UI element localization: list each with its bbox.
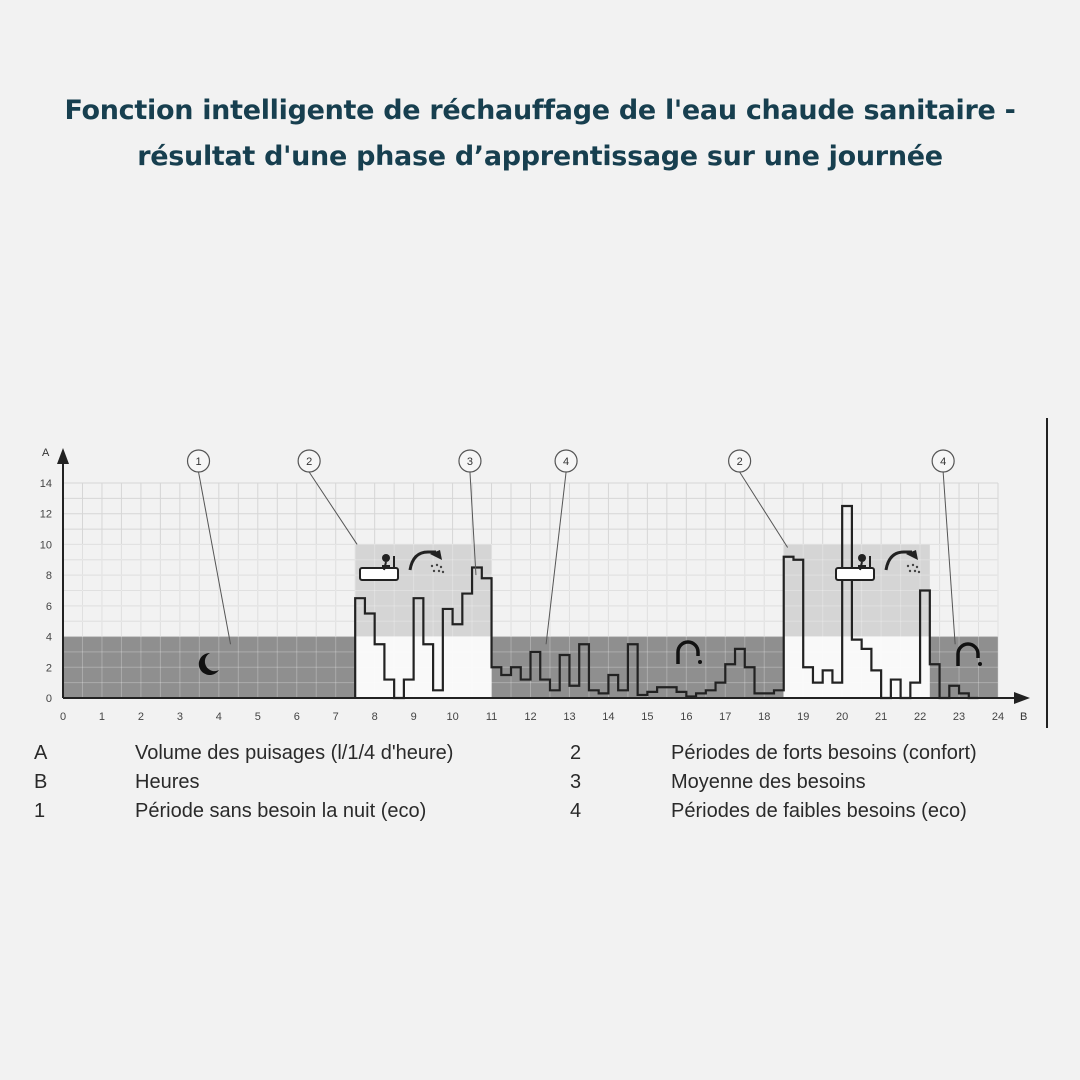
shower-drop: [436, 564, 438, 566]
legend-text: Périodes de faibles besoins (eco): [671, 800, 967, 822]
shower-drop: [907, 565, 909, 567]
legend: [0, 742, 1080, 842]
x-tick-label: 22: [913, 711, 927, 723]
bath-person-head: [382, 554, 390, 562]
x-tick-label: 20: [836, 711, 849, 723]
callout-label: 4: [940, 456, 947, 468]
legend-text: Volume des puisages (l/1/4 d'heure): [135, 742, 454, 764]
legend-text: Heures: [135, 771, 200, 793]
callout-label: 3: [466, 456, 474, 468]
callout-label: 4: [563, 456, 570, 468]
x-axis-arrow-icon: [1014, 692, 1030, 704]
faucet-drop: [698, 660, 702, 664]
x-tick-label: 24: [991, 711, 1005, 723]
callout-leader: [546, 472, 566, 644]
callout-leader: [199, 472, 231, 644]
x-tick-label: 23: [952, 711, 966, 723]
callout-label: 2: [306, 456, 313, 468]
faucet-drop: [978, 662, 982, 666]
x-tick-label: 0: [59, 711, 67, 723]
legend-text: Périodes de forts besoins (confort): [671, 742, 977, 764]
x-tick-label: 17: [719, 711, 732, 723]
legend-text: Période sans besoin la nuit (eco): [135, 800, 427, 822]
y-tick-label: 12: [39, 508, 52, 521]
shower-drop: [433, 570, 435, 572]
legend-key: 2: [570, 742, 582, 764]
shower-drop: [440, 566, 442, 568]
x-tick-label: 11: [485, 711, 498, 723]
shower-drop: [914, 570, 916, 572]
shower-drop: [431, 565, 433, 567]
x-tick-label: 7: [332, 711, 339, 723]
x-tick-label: 5: [254, 711, 261, 723]
x-tick-label: 16: [680, 711, 693, 723]
x-tick-label: 2: [137, 711, 144, 723]
y-tick-label: 14: [39, 478, 52, 490]
x-tick-label: 12: [524, 711, 537, 723]
x-tick-label: 1: [98, 711, 106, 723]
shower-drop: [918, 571, 920, 573]
x-tick-label: 3: [176, 711, 183, 723]
callout-leader: [943, 472, 955, 644]
legend-key: 1: [34, 800, 46, 822]
legend-text: Moyenne des besoins: [671, 771, 866, 793]
legend-key: 3: [570, 771, 582, 793]
bath-person-head: [858, 554, 866, 562]
x-axis-label: B: [1020, 711, 1028, 723]
x-tick-label: 6: [293, 711, 300, 723]
callout-label: 1: [195, 456, 202, 468]
x-tick-label: 19: [797, 711, 810, 723]
x-tick-label: 15: [641, 711, 654, 723]
x-tick-label: 14: [602, 711, 615, 723]
shower-drop: [912, 564, 914, 566]
y-axis-arrow-icon: [57, 448, 69, 464]
y-tick-label: 4: [45, 631, 52, 644]
shower-drop: [438, 570, 440, 572]
x-tick-label: 13: [563, 711, 576, 723]
bath-tub: [836, 568, 874, 580]
x-tick-label: 9: [410, 711, 417, 723]
shower-drop: [442, 571, 444, 573]
x-tick-label: 18: [758, 711, 771, 723]
legend-key: A: [34, 742, 48, 764]
callout-label: 2: [736, 456, 743, 468]
shower-drop: [916, 566, 918, 568]
shower-drop: [909, 570, 911, 572]
y-axis-label: A: [42, 447, 50, 459]
legend-key: 4: [570, 800, 582, 822]
title-line-2: résultat d'une phase d’apprentissage sur une journée: [137, 141, 943, 172]
x-tick-label: 21: [875, 711, 888, 723]
y-tick-label: 10: [39, 539, 52, 552]
title-line-1: Fonction intelligente de réchauffage de l'eau chaude sanitaire -: [64, 95, 1016, 126]
y-tick-label: 6: [45, 600, 52, 613]
x-tick-label: 8: [371, 711, 378, 723]
y-tick-label: 2: [45, 662, 52, 675]
bath-tub: [360, 568, 398, 580]
y-tick-label: 8: [45, 570, 52, 583]
y-tick-label: 0: [45, 693, 52, 705]
x-tick-label: 10: [446, 711, 459, 723]
legend-key: B: [34, 771, 48, 793]
x-tick-label: 4: [215, 711, 222, 723]
